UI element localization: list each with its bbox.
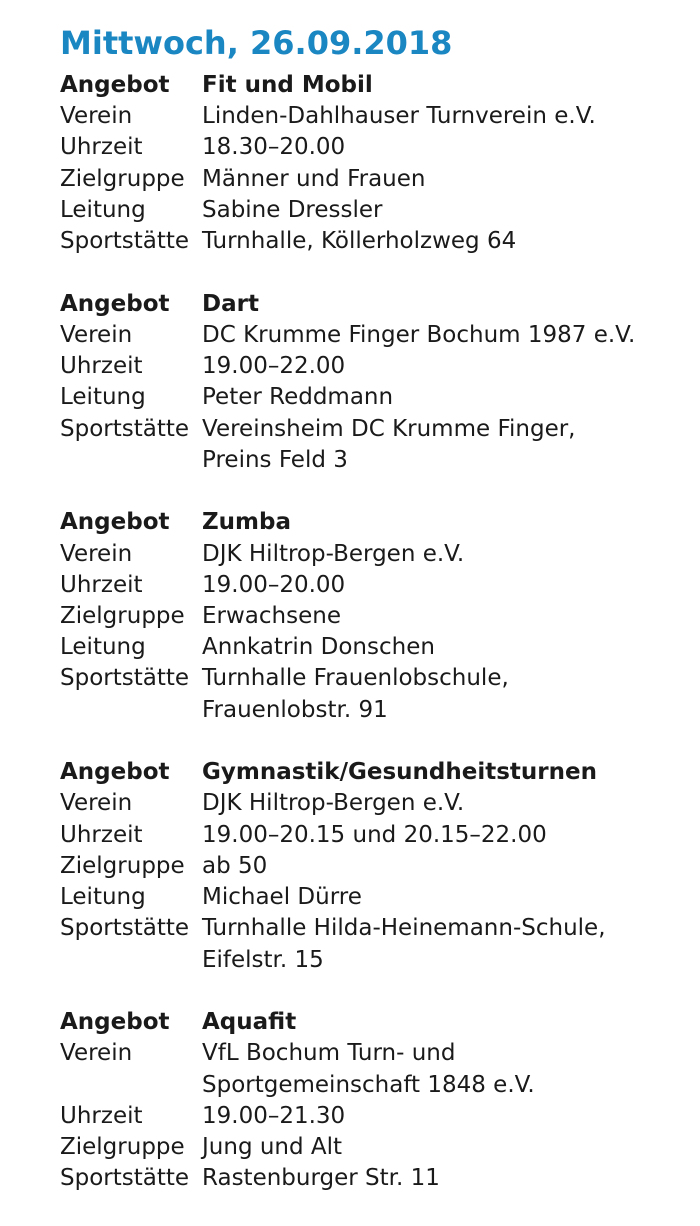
field-row-sportsttte xyxy=(60,414,700,476)
field-value xyxy=(202,632,435,663)
value-line: Sportgemeinschaft 1848 e.V. xyxy=(202,1071,535,1098)
field-label: Verein xyxy=(60,103,133,130)
field-label: Zielgruppe xyxy=(60,602,185,629)
field-label: Zielgruppe xyxy=(60,852,185,879)
value-line: Männer und Frauen xyxy=(202,165,426,192)
field-value xyxy=(202,1007,296,1038)
field-value xyxy=(202,539,464,570)
field-label: Verein xyxy=(60,540,133,567)
value-line: 19.00–21.30 xyxy=(202,1102,346,1129)
field-label: Uhrzeit xyxy=(60,134,143,161)
field-value xyxy=(202,601,341,632)
field-label: Leitung xyxy=(60,384,146,411)
field-label: Angebot xyxy=(60,1009,170,1036)
field-label: Leitung xyxy=(60,196,146,223)
field-row-leitung xyxy=(60,195,700,226)
value-line: 19.00–20.15 und 20.15–22.00 xyxy=(202,821,547,848)
value-line: Dart xyxy=(202,290,259,317)
field-label: Zielgruppe xyxy=(60,1133,185,1160)
field-row-uhrzeit xyxy=(60,820,700,851)
event-entry xyxy=(60,289,700,476)
value-line: Frauenlobstr. 91 xyxy=(202,696,388,723)
event-list xyxy=(60,70,700,1226)
field-value xyxy=(202,414,576,476)
field-row-sportsttte xyxy=(60,913,700,975)
field-row-sportsttte xyxy=(60,663,700,725)
field-label: Sportstätte xyxy=(60,915,190,942)
value-line: Turnhalle, Köllerholzweg 64 xyxy=(202,228,517,255)
value-line: Gymnastik/Gesundheitsturnen xyxy=(202,759,597,786)
field-row-angebot xyxy=(60,289,700,320)
value-line: Sabine Dressler xyxy=(202,196,383,223)
field-label: Sportstätte xyxy=(60,1165,190,1192)
field-row-angebot xyxy=(60,70,700,101)
field-value xyxy=(202,882,362,913)
field-value xyxy=(202,351,345,382)
field-row-verein xyxy=(60,1038,700,1100)
value-line: VfL Bochum Turn- und xyxy=(202,1040,456,1067)
value-line: Erwachsene xyxy=(202,602,341,629)
value-line: DJK Hiltrop-Bergen e.V. xyxy=(202,540,465,567)
field-value xyxy=(202,663,509,725)
field-row-leitung xyxy=(60,882,700,913)
field-value xyxy=(202,788,464,819)
field-label: Angebot xyxy=(60,509,170,536)
field-row-verein xyxy=(60,788,700,819)
field-row-angebot xyxy=(60,1007,700,1038)
field-value xyxy=(202,757,597,788)
field-row-zielgruppe xyxy=(60,851,700,882)
field-value xyxy=(202,1132,342,1163)
field-row-leitung xyxy=(60,632,700,663)
field-row-zielgruppe xyxy=(60,164,700,195)
field-label: Verein xyxy=(60,790,133,817)
field-value xyxy=(202,1101,345,1132)
field-label: Angebot xyxy=(60,72,170,98)
field-label: Uhrzeit xyxy=(60,821,143,848)
field-value xyxy=(202,195,383,226)
field-row-sportsttte xyxy=(60,1163,700,1194)
field-label: Angebot xyxy=(60,290,170,317)
value-line: Preins Feld 3 xyxy=(202,446,348,473)
field-value xyxy=(202,164,426,195)
field-value xyxy=(202,570,345,601)
field-row-zielgruppe xyxy=(60,1132,700,1163)
field-label: Sportstätte xyxy=(60,228,190,255)
field-value xyxy=(202,1163,440,1194)
field-value xyxy=(202,913,606,975)
field-label: Sportstätte xyxy=(60,415,190,442)
field-row-leitung xyxy=(60,382,700,413)
field-row-angebot xyxy=(60,507,700,538)
field-value xyxy=(202,820,547,851)
value-line: Vereinsheim DC Krumme Finger, xyxy=(202,415,576,442)
event-entry xyxy=(60,1007,700,1194)
value-line: Annkatrin Donschen xyxy=(202,634,435,661)
field-label: Uhrzeit xyxy=(60,353,143,380)
field-label: Leitung xyxy=(60,884,146,911)
field-value xyxy=(202,70,373,101)
value-line: Zumba xyxy=(202,509,292,536)
field-label: Angebot xyxy=(60,759,170,786)
value-line: Fit und Mobil xyxy=(202,72,373,98)
value-line: DJK Hiltrop-Bergen e.V. xyxy=(202,790,465,817)
field-row-angebot xyxy=(60,757,700,788)
value-line: DC Krumme Finger Bochum 1987 e.V. xyxy=(202,321,636,348)
field-value xyxy=(202,1038,535,1100)
value-line: Eifelstr. 15 xyxy=(202,946,324,973)
value-line: Jung und Alt xyxy=(202,1133,343,1160)
value-line: Rastenburger Str. 11 xyxy=(202,1165,440,1192)
field-value xyxy=(202,101,596,132)
field-value xyxy=(202,507,291,538)
field-value xyxy=(202,289,259,320)
field-value xyxy=(202,132,345,163)
value-line: Aquafit xyxy=(202,1009,297,1036)
field-label: Verein xyxy=(60,321,133,348)
field-label: Zielgruppe xyxy=(60,165,185,192)
value-line: Linden-Dahlhauser Turnverein e.V. xyxy=(202,103,596,130)
field-row-verein xyxy=(60,101,700,132)
field-label: Leitung xyxy=(60,634,146,661)
field-row-zielgruppe xyxy=(60,601,700,632)
field-row-verein xyxy=(60,539,700,570)
value-line: Peter Reddmann xyxy=(202,384,394,411)
value-line: ab 50 xyxy=(202,852,268,879)
event-entry xyxy=(60,507,700,726)
value-line: Turnhalle Hilda-Heinemann-Schule, xyxy=(202,915,606,942)
value-line: 19.00–22.00 xyxy=(202,353,346,380)
field-row-uhrzeit xyxy=(60,132,700,163)
event-entry xyxy=(60,70,700,257)
field-value xyxy=(202,851,267,882)
field-row-uhrzeit xyxy=(60,570,700,601)
field-label: Sportstätte xyxy=(60,665,190,692)
event-entry xyxy=(60,757,700,976)
field-value xyxy=(202,320,635,351)
field-row-uhrzeit xyxy=(60,1101,700,1132)
page-title: Mittwoch, 26.09.2018 xyxy=(60,24,453,62)
field-label: Uhrzeit xyxy=(60,1102,143,1129)
field-label: Uhrzeit xyxy=(60,571,143,598)
field-value xyxy=(202,226,516,257)
value-line: Michael Dürre xyxy=(202,884,362,911)
field-row-uhrzeit xyxy=(60,351,700,382)
field-label: Verein xyxy=(60,1040,133,1067)
field-row-verein xyxy=(60,320,700,351)
value-line: Turnhalle Frauenlobschule, xyxy=(202,665,509,692)
field-value xyxy=(202,382,393,413)
value-line: 19.00–20.00 xyxy=(202,571,346,598)
field-row-sportsttte xyxy=(60,226,700,257)
value-line: 18.30–20.00 xyxy=(202,134,346,161)
